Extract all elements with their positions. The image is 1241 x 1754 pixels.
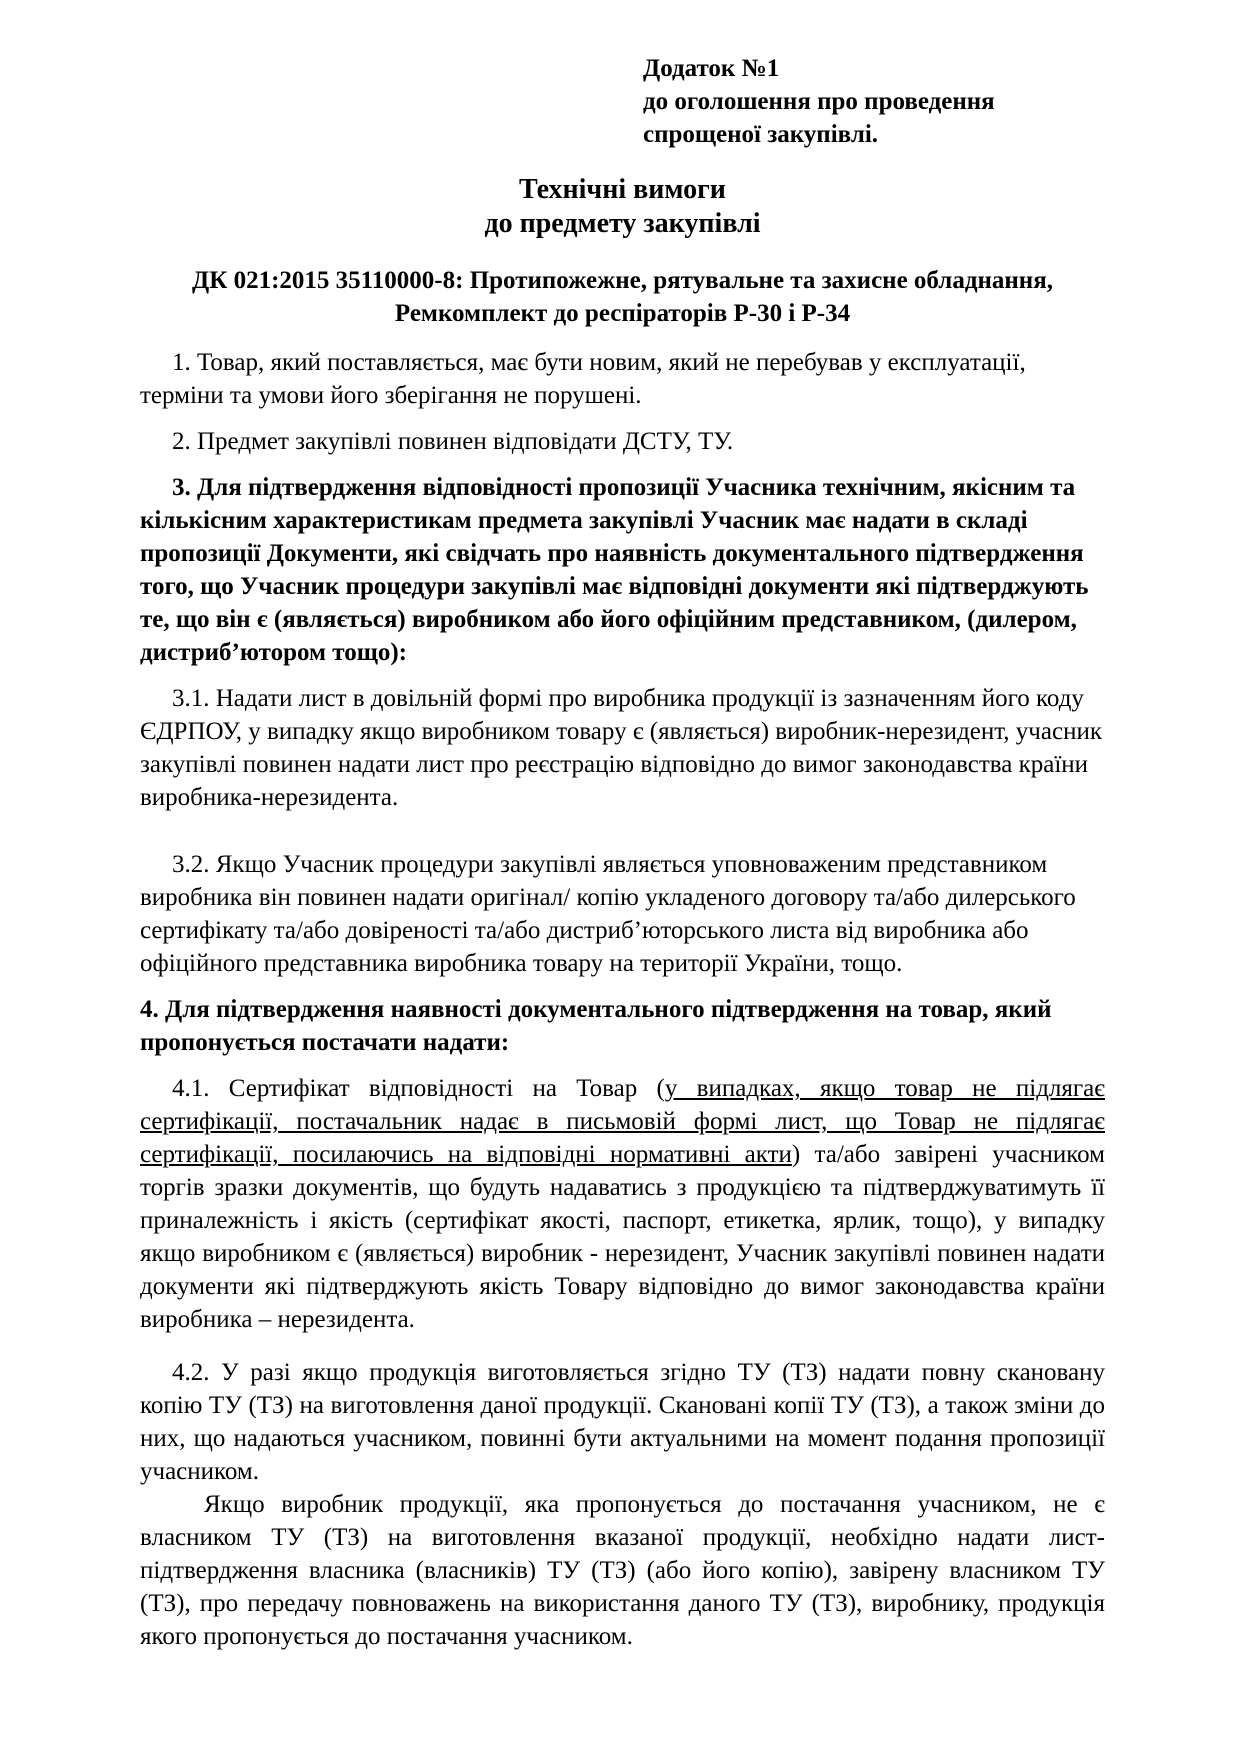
paragraph-4-1-text-after: ) та/або завірені учасником торгів зразки документів, що будуть надаватись з продукцією та підтверджуватимуть її приналежність і якість (сертифікат якості, паспорт, етикетка, ярлик, тощо), у випадку якщо виробником є (являється) виробник - нерезидент, Учасник закупівлі повинен надати документи які підтверджують якість Товару відповідно до вимог законодавства країни виробника – нерезидента. [140,1141,1105,1334]
paragraph-4-1-text-before: 4.1. Сертифікат відповідності на Товар ( [172,1075,665,1103]
document-title [140,173,1105,240]
document-title-line-1: Технічні вимоги [519,174,726,205]
paragraph-4-1-underlined-text: у випадках, якщо товар не підлягає сертифікації, постачальник надає в письмовій формі лист, що Товар не підлягає сертифікації, посилаючись на відповідні нормативні акти [140,1075,1105,1169]
annex-line-2: до оголошення про проведення [643,88,995,115]
paragraph-4-1 [140,1072,1105,1336]
paragraph-1: 1. Товар, який поставляється, має бути новим, який не перебував у експлуатації, терміни та умови його зберігання не порушені. [140,349,1026,410]
paragraph-4-heading: 4. Для підтвердження наявності документального підтвердження на товар, який пропонується постачати надати: [140,996,1052,1057]
paragraph-2: 2. Предмет закупівлі повинен відповідати ДСТУ, ТУ. [172,428,734,456]
paragraph-3: 3. Для підтвердження відповідності пропозиції Учасника технічним, якісним та кількісним характеристикам предмета закупівлі Учасник має надати в складі пропозиції Документи, які свідчать про наявність документального підтвердження того, що Учасник процедури закупівлі має відповідні документи які підтверджують те, що він є (являється) виробником або його офіційним представником, (дилером, дистриб’ютором тощо): [140,474,1089,667]
annex-note [643,52,1105,151]
paragraph-4-2: 4.2. У разі якщо продукція виготовляється згідно ТУ (ТЗ) надати повну скановану копію ТУ (ТЗ) на виготовлення даної продукції. Скановані копії ТУ (ТЗ), а також зміни до них, що надаються учасником, повинні бути актуальними на момент подання пропозиції учасником. [140,1359,1105,1486]
paragraph-4-2-continued: Якщо виробник продукції, яка пропонується до постачання учасником, не є власником ТУ (ТЗ) на виготовлення вказаної продукції, необхідно надати лист-підтвердження власника (власників) ТУ (ТЗ) (або його копію), завірену власником ТУ (ТЗ), про передачу повноважень на використання даного ТУ (ТЗ), виробнику, продукція якого пропонується до постачання учасником. [140,1491,1105,1651]
paragraph-3-1: 3.1. Надати лист в довільній формі про виробника продукції із зазначенням його коду ЄДРПОУ, у випадку якщо виробником товару є (являється) виробник-нерезидент, учасник закупівлі повинен надати лист про реєстрацію відповідно до вимог законодавства країни виробника-нерезидента. [140,685,1102,812]
annex-line-3: спрощеної закупівлі. [643,121,879,148]
document-title-line-2: до предмету закупівлі [484,207,761,239]
subject-heading: ДК 021:2015 35110000-8: Протипожежне, рятувальне та захисне обладнання, Ремкомплект до респіраторів Р-30 і Р-34 [192,267,1053,328]
annex-line-1: Додаток №1 [643,55,780,82]
paragraph-3-2: 3.2. Якщо Учасник процедури закупівлі являється уповноваженим представником виробника він повинен надати оригінал/ копію укладеного договору та/або дилерського сертифікату та/або довіреності та/або дистриб’юторського листа від виробника або офіційного представника виробника товару на території України, тощо. [140,851,1076,978]
